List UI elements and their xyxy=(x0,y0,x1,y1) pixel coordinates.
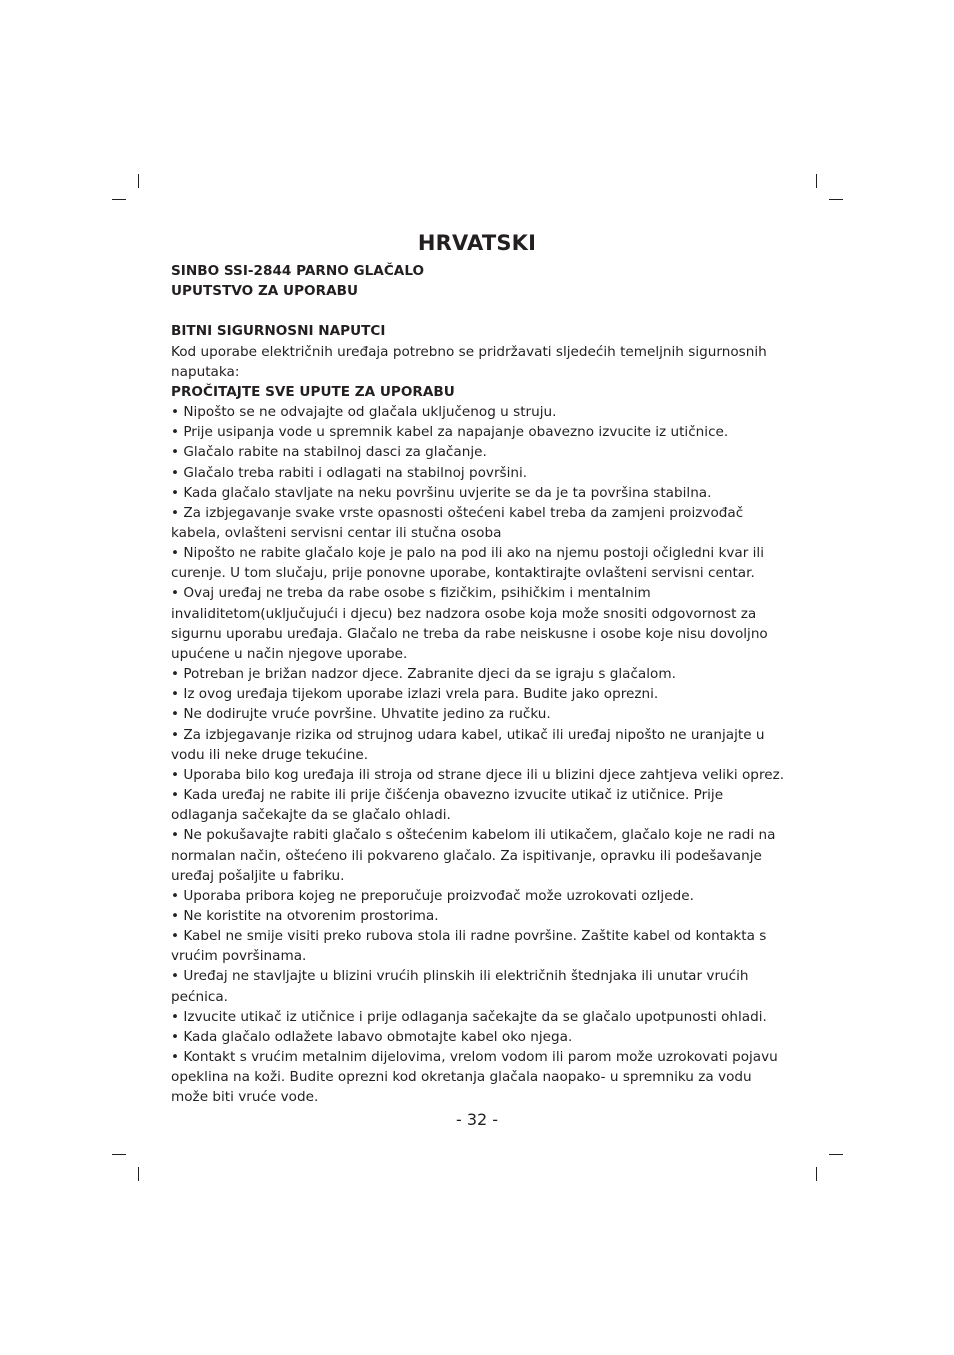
intro-paragraph: Kod uporabe električnih uređaja potrebno se pridržavati sljedećih temeljnih sigurnosnih naputaka: xyxy=(171,343,767,380)
crop-mark-bottom-left-vertical xyxy=(138,1167,139,1181)
bullet-item: • Kabel ne smije visiti preko rubova stola ili radne površine. Zaštite kabel od kontakta s vrućim površinama. xyxy=(171,926,787,966)
bullet-item: • Uporaba bilo kog uređaja ili stroja od strane djece ili u blizini djece zahtjeva veliki oprez. xyxy=(171,765,787,785)
bullet-item: • Uređaj ne stavljajte u blizini vrućih plinskih ili električnih štednjaka ili unutar vrućih pećnica. xyxy=(171,966,787,1006)
crop-mark-top-left-horizontal xyxy=(112,199,126,200)
crop-mark-top-right-horizontal xyxy=(829,199,843,200)
bullet-item: • Potreban je brižan nadzor djece. Zabranite djeci da se igraju s glačalom. xyxy=(171,664,787,684)
bullet-item: • Za izbjegavanje svake vrste opasnosti oštećeni kabel treba da zamjeni proizvođač kabela, ovlašteni servisni centar ili stučna osoba xyxy=(171,503,787,543)
bullet-item: • Kada glačalo stavljate na neku površinu uvjerite se da je ta površina stabilna. xyxy=(171,483,787,503)
bullet-item: • Kada uređaj ne rabite ili prije čišćenja obavezno izvucite utikač iz utičnice. Prije odlaganja sačekajte da se glačalo ohladi. xyxy=(171,785,787,825)
crop-mark-bottom-left-horizontal xyxy=(112,1154,126,1155)
bullet-item: • Nipošto se ne odvajajte od glačala uključenog u struju. xyxy=(171,402,787,422)
section-spacer xyxy=(171,301,787,321)
bullet-item: • Za izbjegavanje rizika od strujnog udara kabel, utikač ili uređaj nipošto ne uranjajte u vodu ili neke druge tekućine. xyxy=(171,725,787,765)
bullet-item: • Glačalo treba rabiti i odlagati na stabilnoj površini. xyxy=(171,463,787,483)
crop-mark-bottom-right-vertical xyxy=(816,1167,817,1181)
page-number: - 32 - xyxy=(455,1110,499,1129)
bullet-item: • Iz ovog uređaja tijekom uporabe izlazi vrela para. Budite jako oprezni. xyxy=(171,684,787,704)
bullet-item: • Nipošto ne rabite glačalo koje je palo na pod ili ako na njemu postoji očigledni kvar ili curenje. U tom slučaju, prije ponovne uporabe, kontaktirajte ovlašteni servisni centar. xyxy=(171,543,787,583)
manual-heading: UPUTSTVO ZA UPORABU xyxy=(171,283,359,300)
bullet-item: • Ne pokušavajte rabiti glačalo s oštećenim kabelom ili utikačem, glačalo koje ne radi na normalan način, oštećeno ili pokvareno glačalo. Za ispitivanje, opravku ili podešavanje uređaj pošaljite u fabriku. xyxy=(171,825,787,885)
bullet-item: • Ovaj uređaj ne treba da rabe osobe s fizičkim, psihičkim i mentalnim invaliditetom(uključujući i djecu) bez nadzora osobe koja može snositi odgovornost za sigurnu uporabu uređaja. Glačalo ne treba da rabe neiskusne i osobe koje nisu dovoljno upućene u način njegove uporabe. xyxy=(171,583,787,664)
bullet-item: • Kontakt s vrućim metalnim dijelovima, vrelom vodom ili parom može uzrokovati pojavu opeklina na koži. Budite oprezni kod okretanja glačala naopako- u spremniku za vodu može biti vruće vode. xyxy=(171,1047,787,1107)
bullet-item: • Izvucite utikač iz utičnice i prije odlaganja sačekajte da se glačalo upotpunosti ohladi. xyxy=(171,1007,787,1027)
bullet-item: • Prije usipanja vode u spremnik kabel za napajanje obavezno izvucite iz utičnice. xyxy=(171,422,787,442)
crop-mark-bottom-right-horizontal xyxy=(829,1154,843,1155)
bullet-item: • Kada glačalo odlažete labavo obmotajte kabel oko njega. xyxy=(171,1027,787,1047)
bullet-item: • Glačalo rabite na stabilnoj dasci za glačanje. xyxy=(171,442,787,462)
manual-content xyxy=(171,261,787,1108)
safety-heading: BITNI SIGURNOSNI NAPUTCI xyxy=(171,323,386,340)
crop-mark-top-left-vertical xyxy=(138,174,139,188)
page-title: HRVATSKI xyxy=(417,231,537,255)
read-instructions-heading: PROČITAJTE SVE UPUTE ZA UPORABU xyxy=(171,383,455,400)
product-heading: SINBO SSI-2844 PARNO GLAČALO xyxy=(171,263,425,279)
bullet-item: • Ne dodirujte vruće površine. Uhvatite jedino za ručku. xyxy=(171,704,787,724)
crop-mark-top-right-vertical xyxy=(816,174,817,188)
bullet-item: • Uporaba pribora kojeg ne preporučuje proizvođač može uzrokovati ozljede. xyxy=(171,886,787,906)
safety-bullet-list xyxy=(171,402,787,1107)
bullet-item: • Ne koristite na otvorenim prostorima. xyxy=(171,906,787,926)
